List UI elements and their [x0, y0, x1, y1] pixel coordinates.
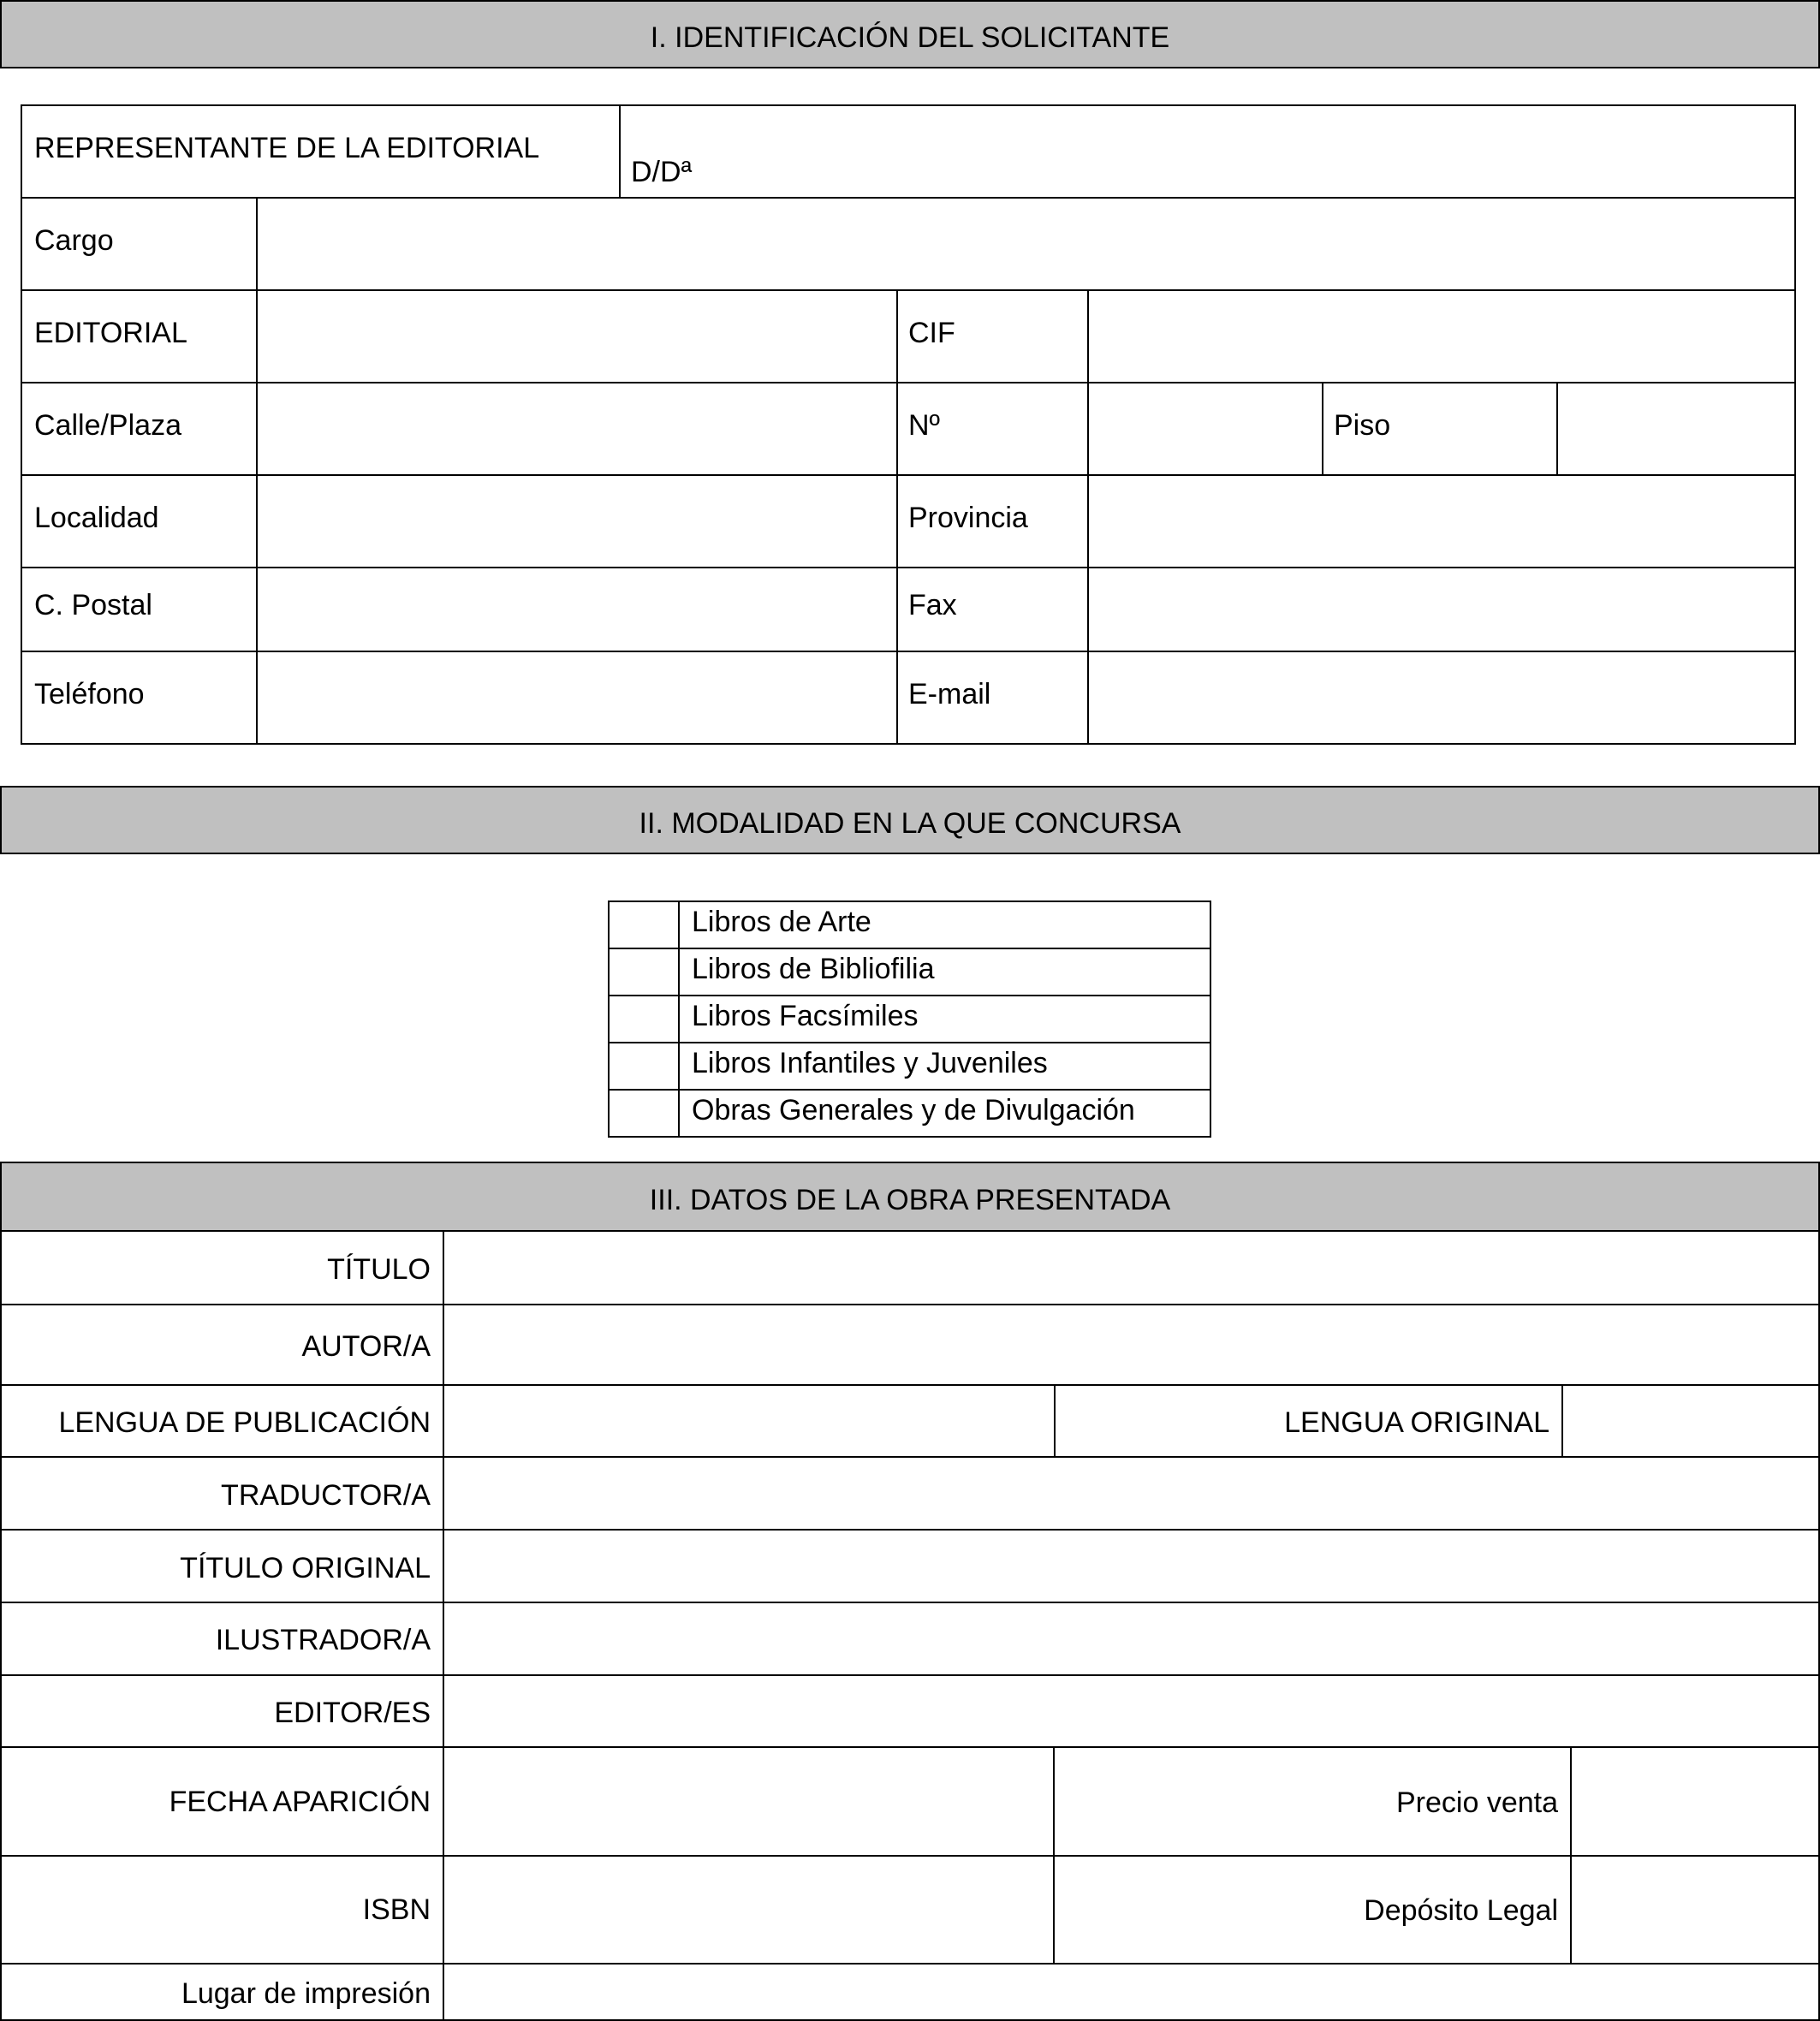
provincia-field[interactable] [1089, 476, 1794, 565]
lugar-impresion-field[interactable] [444, 1965, 1818, 2019]
section-2-title: II. MODALIDAD EN LA QUE CONCURSA [639, 806, 1181, 840]
fecha-aparicion-label: FECHA APARICIÓN [169, 1786, 431, 1818]
checkbox-libros-arte[interactable] [610, 902, 678, 948]
ilustrador-label: ILUSTRADOR/A [215, 1624, 431, 1656]
editorial-field[interactable] [258, 291, 895, 380]
option-libros-facsimiles: Libros Facsímiles [692, 1000, 919, 1032]
editores-field[interactable] [444, 1676, 1818, 1746]
titulo-original-field[interactable] [444, 1531, 1818, 1602]
option-obras-generales: Obras Generales y de Divulgación [692, 1094, 1135, 1126]
localidad-label: Localidad [34, 502, 159, 534]
localidad-field[interactable] [258, 476, 895, 565]
telefono-field[interactable] [258, 652, 895, 743]
checkbox-libros-facsimiles[interactable] [610, 996, 678, 1042]
cif-label: CIF [908, 317, 955, 349]
option-libros-infantiles: Libros Infantiles y Juveniles [692, 1047, 1048, 1079]
section-2-header [0, 786, 1820, 854]
calle-label: Calle/Plaza [34, 409, 181, 442]
editorial-label: EDITORIAL [34, 317, 187, 349]
section-3-header [0, 1162, 1820, 1232]
isbn-field[interactable] [444, 1857, 1053, 1963]
ilustrador-field[interactable] [444, 1603, 1818, 1674]
checkbox-libros-bibliofilia[interactable] [610, 949, 678, 995]
isbn-label: ISBN [362, 1893, 431, 1926]
checkbox-obras-generales[interactable] [610, 1091, 678, 1136]
checkbox-libros-infantiles[interactable] [610, 1043, 678, 1089]
calle-field[interactable] [258, 383, 895, 473]
fecha-aparicion-field[interactable] [444, 1748, 1053, 1855]
numero-field[interactable] [1089, 383, 1320, 473]
fax-label: Fax [908, 589, 957, 621]
lengua-original-label: LENGUA ORIGINAL [1284, 1406, 1549, 1439]
option-libros-bibliofilia: Libros de Bibliofilia [692, 953, 935, 985]
dd-label: D/Dª [631, 156, 693, 188]
deposito-legal-label: Depósito Legal [1364, 1894, 1558, 1927]
titulo-field[interactable] [444, 1232, 1818, 1304]
traductor-field[interactable] [444, 1458, 1818, 1529]
autor-field[interactable] [444, 1305, 1818, 1384]
deposito-legal-field[interactable] [1572, 1857, 1818, 1963]
email-field[interactable] [1089, 652, 1794, 743]
option-libros-arte: Libros de Arte [692, 906, 871, 938]
email-label: E-mail [908, 678, 991, 710]
lugar-impresion-label: Lugar de impresión [181, 1977, 431, 2010]
cpostal-label: C. Postal [34, 589, 152, 621]
section-3-title: III. DATOS DE LA OBRA PRESENTADA [649, 1183, 1171, 1216]
titulo-original-label: TÍTULO ORIGINAL [180, 1552, 431, 1584]
section-1-header [0, 0, 1820, 68]
fax-field[interactable] [1089, 568, 1794, 649]
lengua-publicacion-field[interactable] [444, 1386, 1054, 1456]
cpostal-field[interactable] [258, 568, 895, 649]
precio-venta-label: Precio venta [1396, 1786, 1558, 1819]
cif-field[interactable] [1089, 291, 1794, 380]
cargo-field[interactable] [258, 199, 1794, 288]
telefono-label: Teléfono [34, 678, 145, 710]
lengua-original-field[interactable] [1563, 1386, 1818, 1456]
cargo-label: Cargo [34, 224, 114, 257]
section-1-title: I. IDENTIFICACIÓN DEL SOLICITANTE [650, 21, 1170, 54]
dd-field[interactable] [702, 106, 1794, 195]
representante-label: REPRESENTANTE DE LA EDITORIAL [34, 132, 540, 164]
provincia-label: Provincia [908, 502, 1028, 534]
editores-label: EDITOR/ES [274, 1697, 431, 1729]
lengua-publicacion-label: LENGUA DE PUBLICACIÓN [58, 1406, 431, 1439]
titulo-label: TÍTULO [327, 1253, 431, 1286]
autor-label: AUTOR/A [301, 1330, 431, 1363]
traductor-label: TRADUCTOR/A [221, 1479, 431, 1512]
piso-field[interactable] [1558, 383, 1794, 473]
piso-label: Piso [1334, 409, 1391, 442]
precio-venta-field[interactable] [1572, 1748, 1818, 1855]
numero-label: Nº [908, 409, 940, 442]
